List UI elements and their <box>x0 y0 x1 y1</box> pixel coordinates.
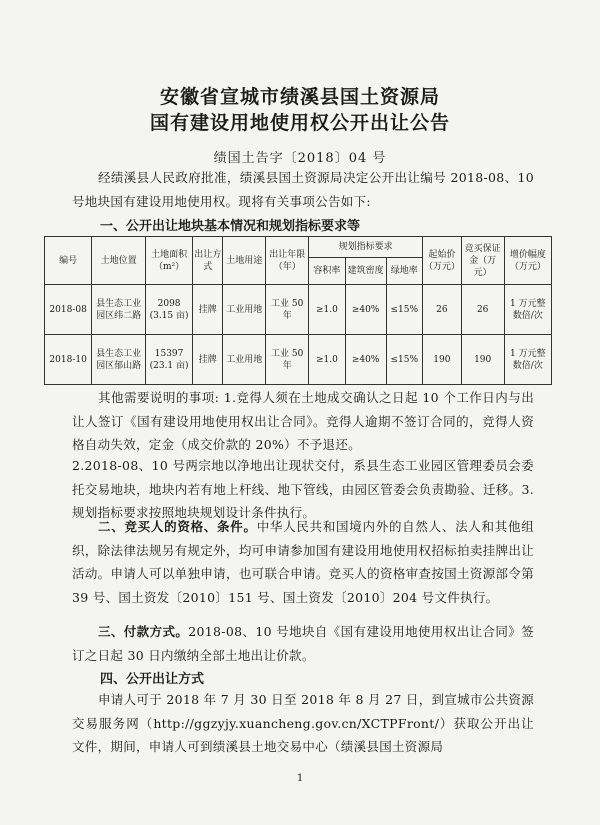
cell-term: 工业 50 年 <box>266 285 309 335</box>
cell-start-price: 190 <box>423 335 462 385</box>
header-method: 出让方式 <box>193 237 223 285</box>
section-3-body: 2018-08、10 号地块自《国有建设用地使用权出让合同》签订之日起 30 日内缴纳全部土地出让价款。 <box>72 624 535 663</box>
cell-term: 工业 50 年 <box>266 335 309 385</box>
header-term: 出让年限（年） <box>266 237 309 285</box>
cell-area-mu: (3.15 亩) <box>149 310 189 321</box>
cell-area <box>145 335 192 385</box>
header-far: 容积率 <box>309 258 346 285</box>
cell-number: 2018-08 <box>45 285 92 335</box>
cell-number: 2018-10 <box>45 335 92 385</box>
cell-location: 县生态工业园区纬二路 <box>92 285 146 335</box>
header-increment: 增价幅度（万元） <box>504 237 551 285</box>
section-3-heading: 三、付款方式。 <box>98 624 189 639</box>
header-planning: 规划指标要求 <box>309 237 423 258</box>
cell-increment: 1 万元整数倍/次 <box>504 285 551 335</box>
cell-density: ≥40% <box>345 285 386 335</box>
land-parcel-table <box>44 236 552 385</box>
cell-increment: 1 万元整数倍/次 <box>504 335 551 385</box>
title-line-2: 国有建设用地使用权公开出让公告 <box>149 112 450 134</box>
section-1-heading: 一、公开出让地块基本情况和规划指标要求等 <box>100 219 361 234</box>
section-4-body: 申请人可于 2018 年 7 月 30 日至 2018 年 8 月 27 日，到宣城市公共资源交易服务网（http://ggzyjy.xuancheng.gov.cn/XCTPFront/）获取公开出让文件，期间，申请人可到绩溪县土地交易中心（绩溪县国土资源局 <box>72 692 534 754</box>
intro-paragraph: 经绩溪县人民政府批准，绩溪县国土资源局决定公开出让编号 2018-08、10 号地块国有建设用地使用权。现将有关事项公告如下: <box>72 170 534 209</box>
header-location: 土地位置 <box>92 237 146 285</box>
cell-area-mu: (23.1 亩) <box>149 360 189 371</box>
header-density: 建筑密度 <box>345 258 386 285</box>
page-number: 1 <box>296 773 304 784</box>
cell-location: 县生态工业园区郁山路 <box>92 335 146 385</box>
cell-far: ≥1.0 <box>309 285 346 335</box>
cell-density: ≥40% <box>345 335 386 385</box>
table-header-row <box>45 237 552 258</box>
cell-area-value: 2098 <box>157 298 181 309</box>
cell-use: 工业用地 <box>223 335 266 385</box>
header-green: 绿地率 <box>386 258 423 285</box>
section-4-heading: 四、公开出让方式 <box>100 672 205 687</box>
document-number: 绩国土告字〔2018〕04 号 <box>213 151 387 166</box>
cell-area <box>145 285 192 335</box>
cell-area-value: 15397 <box>154 348 184 359</box>
header-number: 编号 <box>45 237 92 285</box>
section-2-paragraph <box>72 515 534 609</box>
header-deposit: 竞买保证金（万元） <box>461 237 504 285</box>
cell-green: ≤15% <box>386 285 423 335</box>
cell-far: ≥1.0 <box>309 335 346 385</box>
section-2-body: 中华人民共和国境内外的自然人、法人和其他组织，除法律法规另有规定外，均可申请参加国有建设用地使用权招标拍卖挂牌出让活动。申请人可以单独申请，也可联合申请。竞买人的资格审查按国土资源部令第 39 号、国土资发〔2010〕151 号、国土资发〔2010〕204 号文件执行。 <box>72 519 534 605</box>
table-row <box>45 285 552 335</box>
cell-method: 挂牌 <box>193 335 223 385</box>
section-3-paragraph <box>72 620 534 667</box>
notes-paragraph-2: 2.2018-08、10 号两宗地以净地出让现状交付，系县生态工业园区管理委员会委托交易地块，地块内若有地上杆线、地下管线，由园区管委会负责勘验、迁移。3.规划指标要求按照地块规划设计条件执行。 <box>72 458 534 520</box>
header-use: 土地用途 <box>223 237 266 285</box>
cell-use: 工业用地 <box>223 285 266 335</box>
header-start-price: 起始价（万元） <box>423 237 462 285</box>
cell-deposit: 190 <box>461 335 504 385</box>
cell-green: ≤15% <box>386 335 423 385</box>
cell-start-price: 26 <box>423 285 462 335</box>
cell-method: 挂牌 <box>193 285 223 335</box>
title-line-1: 安徽省宣城市绩溪县国土资源局 <box>159 86 440 108</box>
header-area: 土地面积（m²） <box>145 237 192 285</box>
section-2-heading: 二、竞买人的资格、条件。 <box>98 519 257 534</box>
notes-paragraph-1: 其他需要说明的事项: 1.竞得人须在土地成交确认之日起 10 个工作日内与出让人签订《国有建设用地使用权出让合同》。竞得人逾期不签订合同的，竞得人资格自动失效，定金（成交价款的 20%）不予退还。 <box>72 390 534 452</box>
cell-deposit: 26 <box>461 285 504 335</box>
table-row <box>45 335 552 385</box>
